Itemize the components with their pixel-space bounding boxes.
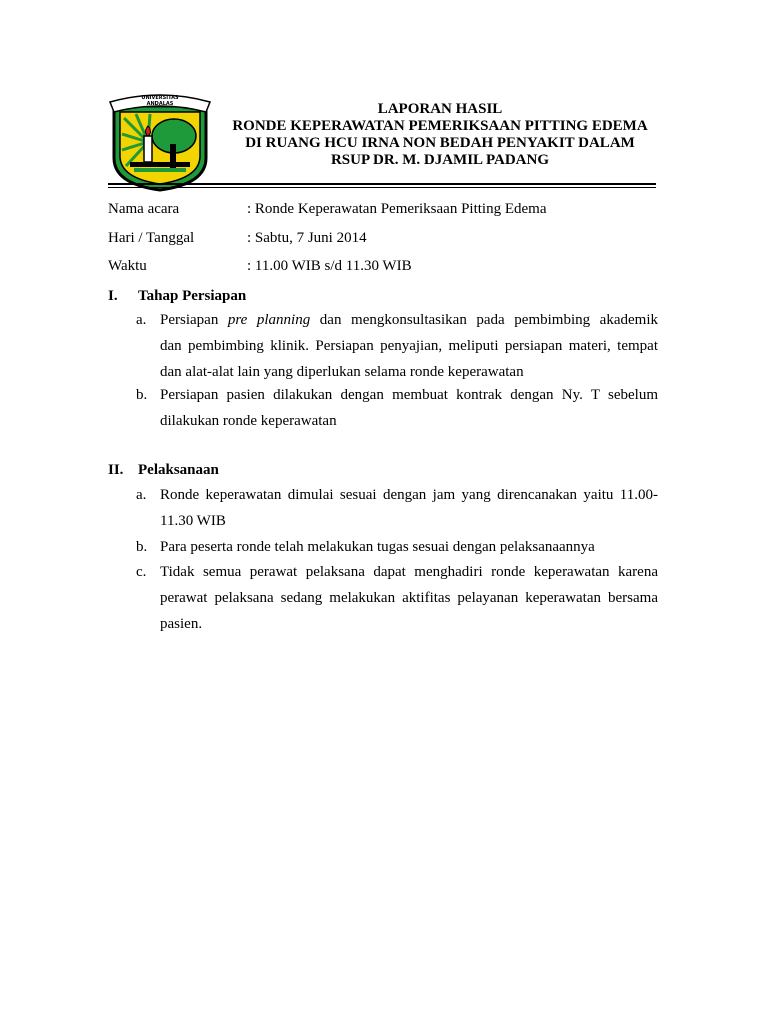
- info-row-date: [108, 230, 367, 247]
- info-label: Waktu: [108, 258, 147, 274]
- list-item-letter: b.: [136, 387, 148, 403]
- document-header: [220, 101, 660, 169]
- list-item-line: dan pembimbing klinik. Persiapan penyajian, meliputi persiapan materi, tempat: [160, 338, 658, 354]
- list-item: [136, 382, 658, 434]
- university-emblem-icon: [108, 92, 212, 192]
- section-number: II.: [108, 462, 124, 478]
- list-item: [136, 559, 658, 637]
- list-item-text: dan mengkonsultasikan pada pembimbing akademik: [310, 312, 658, 328]
- info-row-time: [108, 258, 412, 275]
- info-value: : Ronde Keperawatan Pemeriksaan Pitting Edema: [247, 201, 547, 217]
- header-divider: [108, 183, 656, 185]
- logo-ribbon-text: UNIVERSITAS ANDALAS: [141, 95, 179, 107]
- section-heading-preparation: [108, 288, 246, 305]
- list-item-line: pasien.: [160, 616, 203, 632]
- section-number: I.: [108, 288, 118, 304]
- list-item-letter: c.: [136, 564, 147, 580]
- report-title: LAPORAN HASIL: [377, 101, 503, 117]
- list-item-letter: a.: [136, 487, 147, 503]
- section-heading-execution: [108, 462, 219, 479]
- list-item-letter: a.: [136, 312, 147, 328]
- list-item-line: [160, 307, 658, 333]
- report-subtitle-2: DI RUANG HCU IRNA NON BEDAH PENYAKIT DALAM: [245, 135, 635, 151]
- info-label: Hari / Tanggal: [108, 230, 195, 246]
- section-title: Pelaksanaan: [138, 462, 219, 478]
- list-item-text: Persiapan: [160, 312, 228, 328]
- header-divider-thin: [108, 187, 656, 188]
- info-label: Nama acara: [108, 201, 180, 217]
- section-title: Tahap Persiapan: [138, 288, 247, 304]
- list-item-line: 11.30 WIB: [160, 513, 226, 529]
- list-item: [136, 307, 658, 385]
- list-item-line: Ronde keperawatan dimulai sesuai dengan jam yang direncanakan yaitu 11.00-: [160, 487, 658, 503]
- report-subtitle-1: RONDE KEPERAWATAN PEMERIKSAAN PITTING EDEMA: [232, 118, 648, 134]
- list-item: [136, 482, 658, 534]
- list-item-line: perawat pelaksana sedang melakukan aktifitas pelayanan keperawatan bersama: [160, 590, 658, 606]
- list-item-italic-text: pre planning: [227, 312, 311, 328]
- list-item: [136, 534, 658, 560]
- info-value: : Sabtu, 7 Juni 2014: [247, 230, 367, 246]
- list-item-line: Persiapan pasien dilakukan dengan membuat kontrak dengan Ny. T sebelum: [160, 387, 658, 403]
- list-item-letter: b.: [136, 539, 148, 555]
- list-item-line: dilakukan ronde keperawatan: [160, 413, 337, 429]
- list-item-line: Tidak semua perawat pelaksana dapat menghadiri ronde keperawatan karena: [160, 564, 658, 580]
- info-value: : 11.00 WIB s/d 11.30 WIB: [247, 258, 412, 274]
- list-item-line: dan alat-alat lain yang diperlukan selama ronde keperawatan: [160, 364, 524, 380]
- report-subtitle-3: RSUP DR. M. DJAMIL PADANG: [330, 152, 550, 168]
- info-row-event: [108, 201, 547, 218]
- university-logo: [108, 92, 212, 192]
- list-item-line: Para peserta ronde telah melakukan tugas sesuai dengan pelaksanaannya: [160, 539, 595, 555]
